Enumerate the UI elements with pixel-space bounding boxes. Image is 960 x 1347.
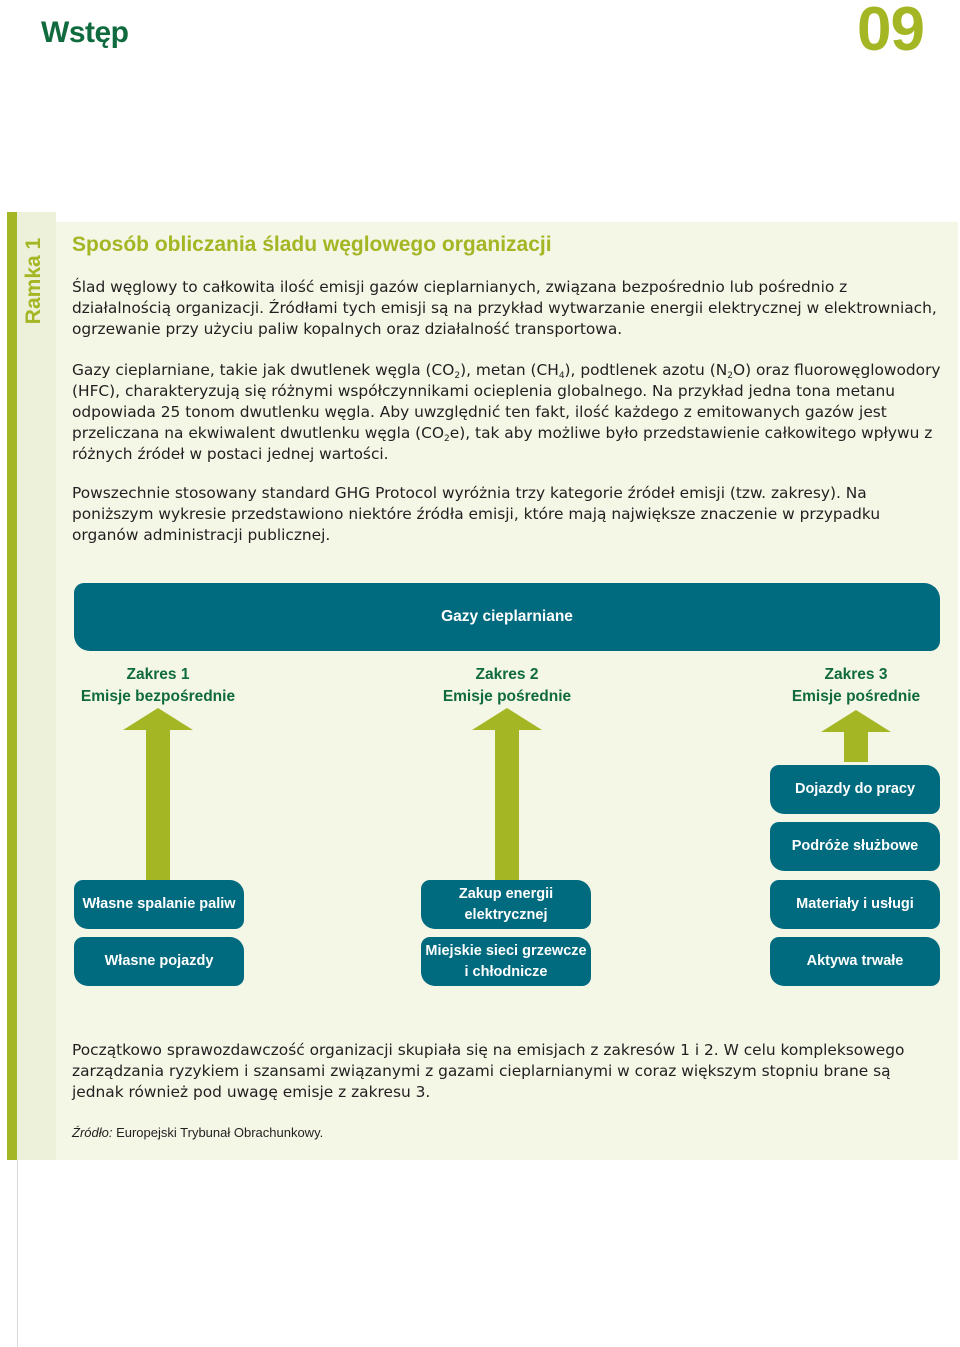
scope-1-source-own-vehicles: Własne pojazdy xyxy=(74,937,244,986)
scope-2-subtitle: Emisje pośrednie xyxy=(442,688,572,705)
scope-1-arrow-icon xyxy=(123,708,193,880)
scope-1-heading xyxy=(38,664,278,708)
paragraph-reporting: Początkowo sprawozdawczość organizacji skupiała się na emisjach z zakresów 1 i 2. W celu kompleksowego zarządzania ryzykiem i szansami związanymi z gazami cieplarnianymi w coraz większym stopniu brane są jednak również pod uwagę emisje z zakresu 3. xyxy=(72,1041,905,1101)
paragraph-text: e), tak aby możliwe było przedstawienie całkowitego wpływu z różnych źródeł w postaci jednej wartości. xyxy=(72,424,933,463)
scope-1-source-fuel-combustion: Własne spalanie paliw xyxy=(74,880,244,929)
scope-3-source-materials-services: Materiały i usługi xyxy=(770,880,940,929)
scope-1-subtitle: Emisje bezpośrednie xyxy=(80,688,236,705)
scope-2-source-district-heating-cooling: Miejskie sieci grzewcze i chłodnicze xyxy=(421,937,591,986)
scope-2-arrow-icon xyxy=(472,708,542,880)
paragraph-text: Gazy cieplarniane, takie jak dwutlenek węgla (CO xyxy=(72,361,455,379)
scope-3-source-commuting: Dojazdy do pracy xyxy=(770,765,940,814)
scope-2-name: Zakres 2 xyxy=(475,666,539,683)
paragraph-text: ), podtlenek azotu (N xyxy=(564,361,728,379)
box-title: Sposób obliczania śladu węglowego organizacji xyxy=(72,233,552,256)
scope-3-heading xyxy=(736,664,960,708)
paragraph-text: ), metan (CH xyxy=(460,361,559,379)
frame-line xyxy=(17,1160,18,1347)
scope-3-source-fixed-assets: Aktywa trwałe xyxy=(770,937,940,986)
subscript: 2 xyxy=(444,434,450,444)
scope-2-source-purchased-electricity: Zakup energii elektrycznej xyxy=(421,880,591,929)
source-label: Źródło: xyxy=(72,1125,113,1140)
subscript: 2 xyxy=(454,371,461,381)
source-text: Europejski Trybunał Obrachunkowy. xyxy=(112,1125,324,1140)
scope-1-name: Zakres 1 xyxy=(126,666,190,683)
scope-3-arrow-icon xyxy=(821,710,891,762)
greenhouse-gases-banner: Gazy cieplarniane xyxy=(74,583,940,651)
section-title: Wstęp xyxy=(41,16,129,49)
subscript: 4 xyxy=(558,371,565,381)
paragraph-greenhouse-gases xyxy=(72,360,944,465)
sidebar-label-text: Ramka 1 xyxy=(22,237,46,325)
page-number: 09 xyxy=(857,0,924,64)
subscript: 2 xyxy=(727,371,733,381)
sidebar-label xyxy=(16,233,52,329)
paragraph-definition: Ślad węglowy to całkowita ilość emisji gazów cieplarnianych, związana bezpośrednio lub pośrednio z działalnością organizacji. Źródłami tych emisji są na przykład wytwarzanie energii elektrycznej w elektrowniach, ogrzewanie przy użyciu paliw kopalnych oraz działalność transportowa. xyxy=(72,278,937,338)
scope-3-source-business-travel: Podróże służbowe xyxy=(770,822,940,871)
source-note xyxy=(72,1125,323,1140)
scope-3-name: Zakres 3 xyxy=(824,666,888,683)
paragraph-text: O) oraz fluorowęglowodory (HFC), charakteryzują się różnymi współczynnikami ocieplenia globalnego. Na przykład jedna tona metanu odpowiada 25 tonom dwutlenku węgla. Aby uwzględnić ten fakt, ilość każdego z emitowanych gazów jest przeliczana na ekwiwalent dwutlenku węgla (CO xyxy=(72,361,941,442)
scope-2-heading xyxy=(387,664,627,708)
sidebar-accent-strip xyxy=(7,212,17,1160)
scope-3-subtitle: Emisje pośrednie xyxy=(791,688,921,705)
paragraph-ghg-protocol: Powszechnie stosowany standard GHG Protocol wyróżnia trzy kategorie źródeł emisji (tzw. zakresy). Na poniższym wykresie przedstawiono niektóre źródła emisji, które mają największe znaczenie w przypadku organów administracji publicznej. xyxy=(72,484,881,544)
